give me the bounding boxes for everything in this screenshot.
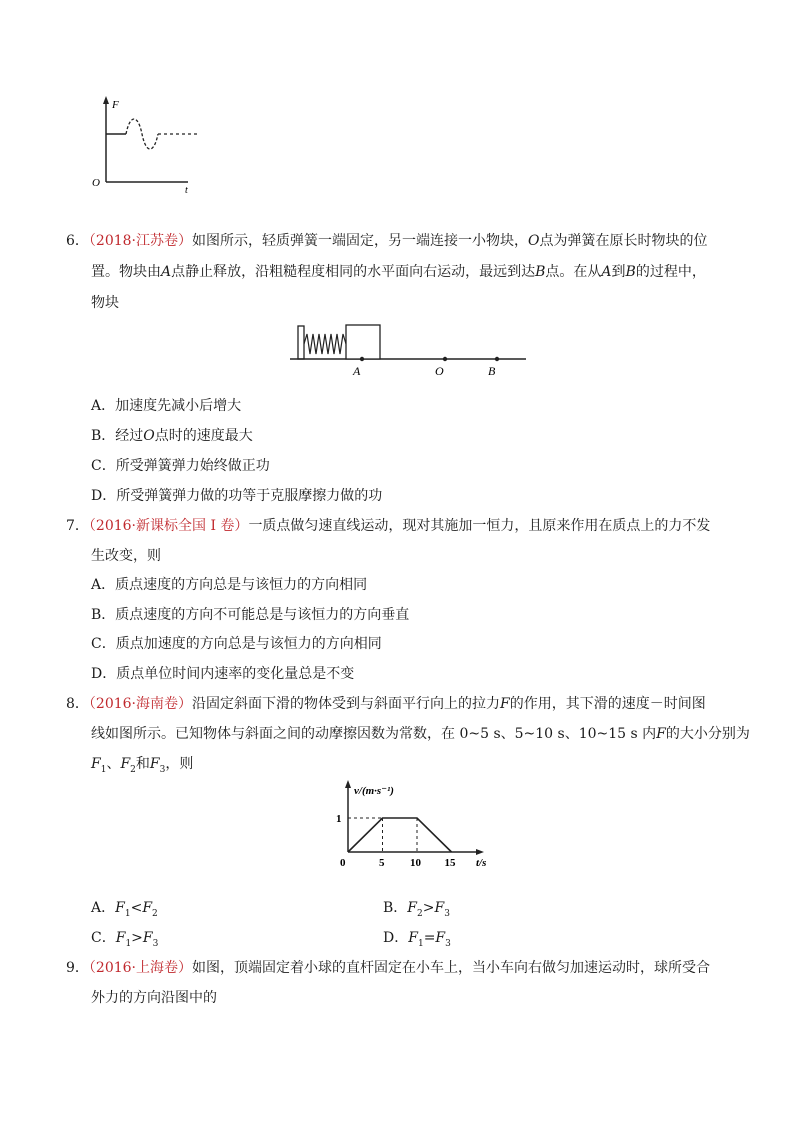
origin-label: O [92, 177, 100, 189]
t-axis-label: t [185, 185, 188, 196]
q6-line1: 6．（2018·江苏卷）如图所示，轻质弹簧一端固定，另一端连接一小物块，O点为弹簧在原长时物块的位 [66, 233, 708, 249]
x-axis-label: t/s [476, 857, 487, 869]
x-tick-label-10: 10 [410, 857, 421, 869]
q6-option-b: B．经过O点时的速度最大 [91, 428, 253, 444]
force-time-figure [90, 96, 210, 200]
q6-number: 6． [66, 233, 89, 249]
velocity-time-chart [332, 778, 504, 870]
q8-option-a: A．$F_1<F_2$ [91, 900, 158, 919]
x-tick-label-15: 15 [444, 857, 456, 869]
q7-line2: 生改变，则 [91, 548, 161, 564]
q9-line2: 外力的方向沿图中的 [91, 990, 217, 1006]
y-tick-label-1: 1 [336, 813, 342, 825]
y-axis-label: v/(m·s⁻¹) [354, 785, 394, 797]
x-tick-label-5: 5 [379, 857, 385, 869]
q9-source: （2016·上海卷） [88, 960, 193, 976]
point-A-label: A [353, 364, 361, 378]
q8-option-b: B．$F_2>F_3$ [383, 900, 450, 919]
q7-option-c: C．质点加速度的方向总是与该恒力的方向相同 [91, 636, 382, 652]
q8-source: （2016·海南卷） [88, 696, 193, 712]
q7-number: 7． [66, 518, 89, 534]
q8-option-d: D．$F_1=F_3$ [383, 930, 451, 949]
q9-number: 9． [66, 960, 89, 976]
point-O-label: O [435, 364, 444, 378]
x-tick-label-0: 0 [340, 857, 346, 869]
q6-option-c: C．所受弹簧弹力始终做正功 [91, 458, 270, 474]
q8-number: 8． [66, 696, 89, 712]
q6-source: （2018·江苏卷） [88, 233, 193, 249]
q6-line2: 置。物块由A点静止释放，沿粗糙程度相同的水平面向右运动，最远到达B点。在从A到B的过程中， [91, 264, 706, 280]
q9-line1: 9．（2016·上海卷）如图，顶端固定着小球的直杆固定在小车上，当小车向右做匀加速运动时，球所受合 [66, 960, 711, 976]
q8-line2: 线如图所示。已知物体与斜面之间的动摩擦因数为常数，在 0~5 s、5~10 s、10~15 s 内F的大小分别为 [91, 726, 750, 742]
q7-option-b: B．质点速度的方向不可能总是与该恒力的方向垂直 [91, 607, 410, 623]
x-axis-arrow [476, 849, 484, 855]
y-axis-arrow [345, 780, 351, 788]
q7-line1: 7．（2016·新课标全国 I 卷）一质点做匀速直线运动，现对其施加一恒力，且原来作用在质点上的力不发 [66, 518, 711, 534]
velocity-series-line [348, 818, 452, 852]
q8-line1: 8．（2016·海南卷）沿固定斜面下滑的物体受到与斜面平行向上的拉力F的作用，其下滑的速度－时间图 [66, 696, 706, 712]
q8-line3: $F_1$、$F_2$和$F_3$，则 [91, 756, 194, 775]
q6-option-d: D．所受弹簧弹力做的功等于克服摩擦力做的功 [91, 488, 383, 504]
q7-option-d: D．质点单位时间内速率的变化量总是不变 [91, 666, 355, 682]
q6-line3: 物块 [91, 295, 119, 311]
q7-source: （2016·新课标全国 I 卷） [88, 518, 249, 534]
q7-option-a: A．质点速度的方向总是与该恒力的方向相同 [91, 577, 368, 593]
f-axis-label: F [112, 99, 119, 111]
point-B-label: B [488, 364, 496, 378]
q6-option-a: A．加速度先减小后增大 [91, 398, 242, 414]
q8-option-c: C．$F_1>F_3$ [91, 930, 159, 949]
spring-block-figure [290, 318, 530, 380]
